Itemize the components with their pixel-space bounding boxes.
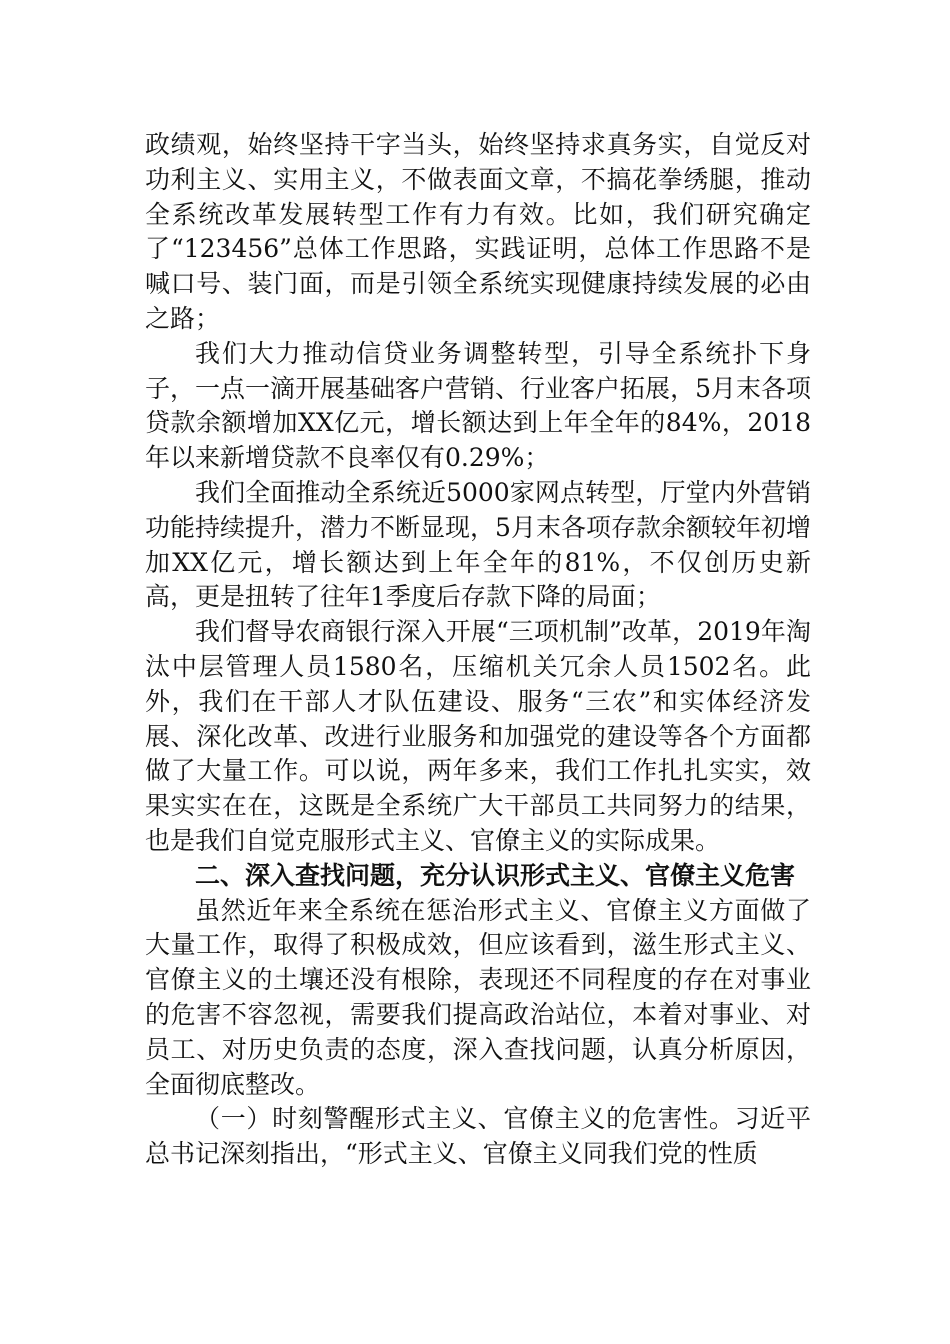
paragraph-problems: 虽然近年来全系统在惩治形式主义、官僚主义方面做了大量工作，取得了积极成效，但应该看到，滋生形式主义、官僚主义的土壤还没有根除，表现还不同程度的存在对事业的危害不容忽视，需要我们提高政治站位，本着对事业、对员工、对历史负责的态度，深入查找问题，认真分析原因，全面彻底整改。	[145, 895, 811, 1099]
section-heading: 二、深入查找问题，充分认识形式主义、官僚主义危害	[195, 860, 796, 890]
paragraph-loans: 我们大力推动信贷业务调整转型，引导全系统扑下身子，一点一滴开展基础客户营销、行业客户拓展，5月末各项贷款余额增加XX亿元，增长额达到上年全年的84%，2018年以来新增贷款不良率仅有0.29%；	[145, 338, 811, 473]
paragraph-subsection-one: （一）时刻警醒形式主义、官僚主义的危害性。习近平总书记深刻指出，“形式主义、官僚主义同我们党的性质	[145, 1104, 811, 1169]
paragraph-deposits: 我们全面推动全系统近5000家网点转型，厅堂内外营销功能持续提升，潜力不断显现，5月末各项存款余额较年初增加XX亿元，增长额达到上年全年的81%，不仅创历史新高，更是扭转了往年1季度后存款下降的局面；	[145, 477, 811, 612]
paragraph-reform: 我们督导农商银行深入开展“三项机制”改革，2019年淘汰中层管理人员1580名，压缩机关冗余人员1502名。此外，我们在干部人才队伍建设、服务“三农”和实体经济发展、深化改革、改进行业服务和加强党的建设等各个方面都做了大量工作。可以说，两年多来，我们工作扎扎实实，效果实实在在，这既是全系统广大干部员工共同努力的结果，也是我们自觉克服形式主义、官僚主义的实际成果。	[145, 617, 811, 855]
document-page	[145, 128, 811, 1172]
paragraph-continuation: 政绩观，始终坚持干字当头，始终坚持求真务实，自觉反对功利主义、实用主义，不做表面文章，不搞花拳绣腿，推动全系统改革发展转型工作有力有效。比如，我们研究确定了“123456”总体工作思路，实践证明，总体工作思路不是喊口号、装门面，而是引领全系统实现健康持续发展的必由之路；	[145, 130, 811, 333]
